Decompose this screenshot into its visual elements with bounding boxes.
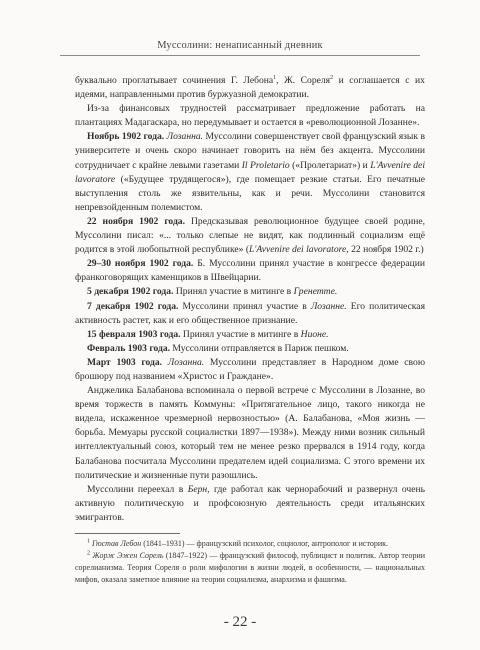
running-header: Муссолини: ненаписанный дневник [157, 40, 323, 51]
paragraph [75, 130, 425, 215]
italic-text: Берн, [187, 483, 210, 495]
paragraph [75, 74, 425, 102]
italic-text: Нионе. [300, 328, 329, 340]
text-run: Муссолини принял участие в [178, 300, 311, 312]
footnote-marker: 2 [330, 74, 334, 81]
footnote-rule [75, 533, 180, 534]
paragraph [75, 342, 425, 356]
text-run: Из-за финансовых трудностей рассматривает предложение работать на плантациях Мадагаскара, но передумывает и остается в «революционной Лозанне». [75, 103, 425, 129]
italic-text: Гюстав Лебон [92, 539, 142, 548]
text-run: (1841–1931) — французский психолог, социолог, антрополог и историк. [141, 539, 389, 548]
paragraph [75, 483, 425, 525]
text-run: Анджелика Балабанова вспоминала о первой встрече с Муссолини в Лозанне, во время торжеств в память Коммуны: «Притягательное лицо, такого никогда не видела, искаженное чрезмерной нервозностью» (А. Балабанова, «Моя жизнь — борьба. Мемуары русской социалистки 1897—1938»). Между ними возник сильный интеллектуальный союз, который тем не менее резко прервался в 1914 году, когда Балабанова посчитала Муссолини предателем идей социализма. С этого времени их политические и жизненные пути разошлись. [75, 385, 425, 481]
text-run: Его политическая активность растет, как и его общественное признание. [75, 300, 425, 326]
text-run: где работал как чернорабочий и развернул очень активную политическую и профсоюзную деятельность среди итальянских эмигрантов. [75, 483, 426, 523]
footnote-marker: 1 [273, 74, 277, 81]
paragraph [75, 285, 425, 299]
text-run: , Ж. Сореля [276, 75, 331, 86]
paragraph [75, 102, 425, 130]
footnote [75, 550, 425, 586]
italic-text: Лозанне. [310, 300, 347, 312]
date-heading: 7 декабря 1902 года. [87, 300, 179, 312]
date-heading: 15 февраля 1903 года. [87, 328, 181, 340]
text-run: Принял участие в митинге в [180, 328, 301, 340]
paragraph [75, 356, 425, 384]
footnote [75, 538, 425, 550]
text-run: Муссолини отправляется в Париж пешком. [170, 342, 349, 354]
italic-text: Лозанна. [167, 356, 205, 368]
text-run: Муссолини представляет в Народном доме свою брошюру под названием «Христос и Граждане». [75, 356, 425, 382]
text-run: Муссолини совершенствует свой французский язык в университете и очень скоро начинает говорить на нём без акцента. Муссолини сотрудничает с крайне левыми газетами [75, 131, 425, 171]
main-text [75, 74, 425, 525]
date-heading: Февраль 1903 года. [87, 342, 171, 354]
text-run: буквально проглатывает сочинения Г. Лебона [75, 75, 274, 86]
paragraph [75, 384, 425, 483]
footnotes [75, 538, 425, 586]
text-run: Принял участие в митинге в [173, 286, 294, 298]
footnote-marker: 2 [87, 550, 90, 557]
italic-text: Лозанна. [166, 131, 204, 143]
date-heading: 29–30 ноября 1902 года. [87, 258, 194, 270]
italic-text: L'Avvenire dei lavoratore [249, 244, 347, 256]
date-heading: 5 декабря 1902 года. [87, 286, 174, 298]
italic-text: Гренетте. [293, 286, 338, 298]
text-run: Муссолини переехал в [87, 483, 188, 495]
paragraph [75, 300, 425, 328]
date-heading: 22 ноября 1902 года. [87, 215, 186, 227]
footnote-marker: 1 [87, 538, 90, 545]
text-run: («Будущее трудящегося»), где помещает резкие статьи. Его печатные выступления столь же язвительны, как и речи. Муссолини становится непревзойденным полемистом. [75, 173, 425, 213]
date-heading: Март 1903 года. [87, 356, 163, 368]
text-run: и соглашается с их идеями, направленными против буржуазной демократии. [75, 75, 425, 101]
paragraph [75, 215, 425, 257]
paragraph [75, 257, 425, 285]
italic-text: Жорж Эжен Сорель [92, 551, 164, 560]
page-number: - 22 - [223, 614, 257, 630]
paragraph [75, 328, 425, 342]
date-heading: Ноябрь 1902 года. [87, 131, 165, 143]
header-rule [60, 55, 420, 56]
text-run: , 22 ноября 1902 г.) [346, 244, 424, 256]
text-run: («Пролетариат») и [289, 159, 371, 171]
italic-text: Il Proletario [241, 159, 290, 171]
text-run: Предсказывая революционное будущее своей родине, Муссолини писал: «... только слепые не видят, как подлинный социализм ещё родится в этой любопытной республике» ( [75, 215, 425, 256]
text-run: (1847–1922) — французский философ, публицист и политик. Автор теории сорелианизма. Теория Сореля о роли мифологии в жизни людей, в особенности, — национальных мифов, оказала заметное влияние на теории социализма, анархизма и фашизма. [75, 551, 426, 584]
text-run: Б. Муссолини принял участие в конгрессе федерации франкоговорящих каменщиков в Швейцарии. [75, 258, 426, 284]
italic-text: L'Avvenire dei lavoratore [75, 159, 425, 185]
